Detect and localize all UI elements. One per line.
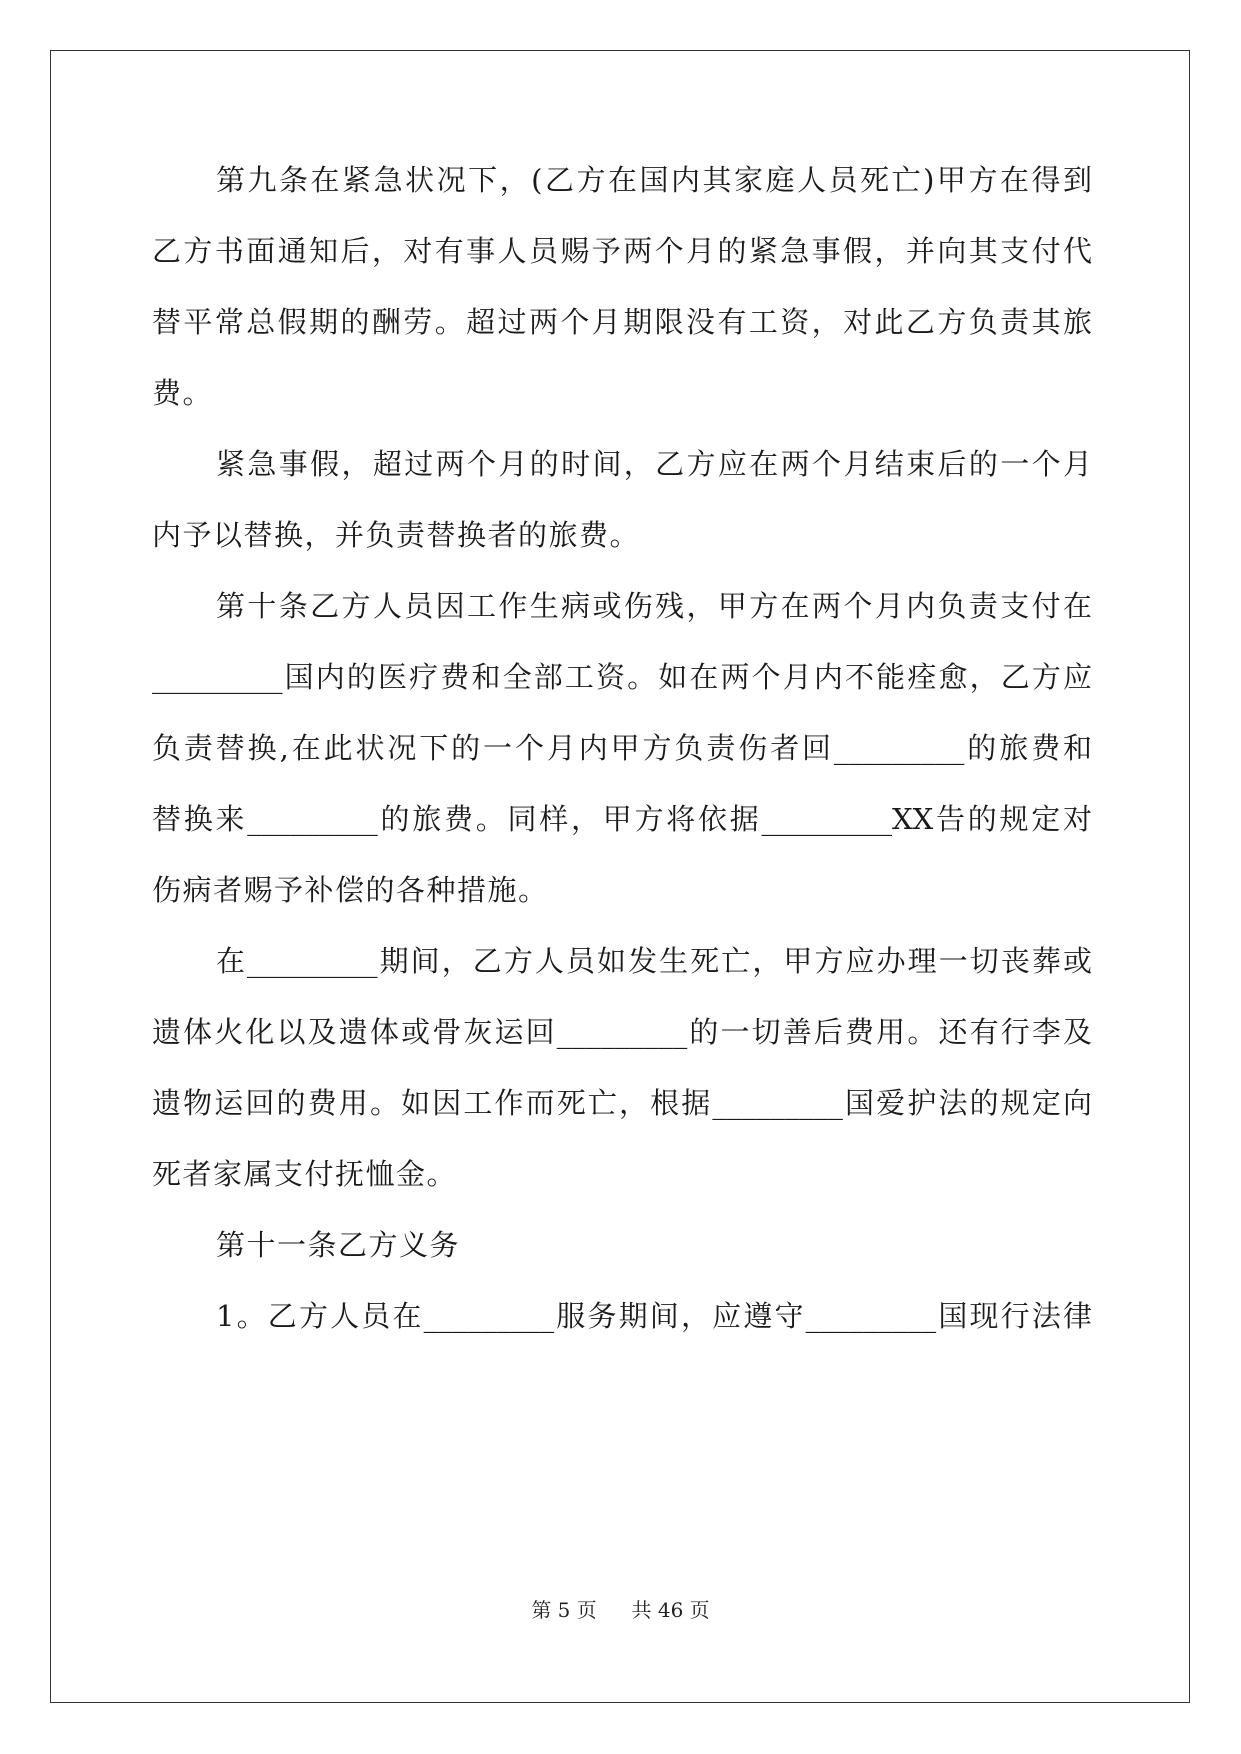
section-heading: 第十一条乙方义务: [216, 1228, 461, 1262]
paragraph-line: 负责替换,在此状况下的一个月内甲方负责伤者回_________的旅费和: [152, 731, 1092, 765]
page-total: 共 46 页: [631, 1598, 710, 1622]
paragraph-line: _________国内的医疗费和全部工资。如在两个月内不能痊愈，乙方应: [152, 660, 1092, 694]
paragraph-line: 遗体火化以及遗体或骨灰运回_________的一切善后费用。还有行李及: [152, 1015, 1092, 1049]
paragraph-line: 内予以替换，并负责替换者的旅费。: [152, 518, 641, 552]
paragraph-line: 第九条在紧急状况下，(乙方在国内其家庭人员死亡)甲方在得到: [216, 163, 1092, 197]
paragraph-line: 替平常总假期的酬劳。超过两个月期限没有工资，对此乙方负责其旅: [152, 305, 1092, 339]
paragraph-line: 替换来_________的旅费。同样，甲方将依据_________XX告的规定对: [152, 802, 1092, 836]
paragraph-line: 遗物运回的费用。如因工作而死亡，根据_________国爱护法的规定向: [152, 1086, 1092, 1120]
paragraph-line: 1。乙方人员在_________服务期间，应遵守_________国现行法律: [216, 1299, 1092, 1333]
paragraph-line: 死者家属支付抚恤金。: [152, 1157, 458, 1191]
page-footer: [0, 1594, 1241, 1623]
paragraph-line: 紧急事假，超过两个月的时间，乙方应在两个月结束后的一个月: [216, 447, 1092, 481]
page-number: 第 5 页: [531, 1598, 597, 1622]
paragraph-line: 乙方书面通知后，对有事人员赐予两个月的紧急事假，并向其支付代: [152, 234, 1092, 268]
paragraph-line: 第十条乙方人员因工作生病或伤残，甲方在两个月内负责支付在: [216, 589, 1092, 623]
paragraph-line: 在_________期间，乙方人员如发生死亡，甲方应办理一切丧葬或: [216, 944, 1092, 978]
paragraph-line: 费。: [152, 376, 214, 410]
paragraph-line: 伤病者赐予补偿的各种措施。: [152, 873, 549, 907]
